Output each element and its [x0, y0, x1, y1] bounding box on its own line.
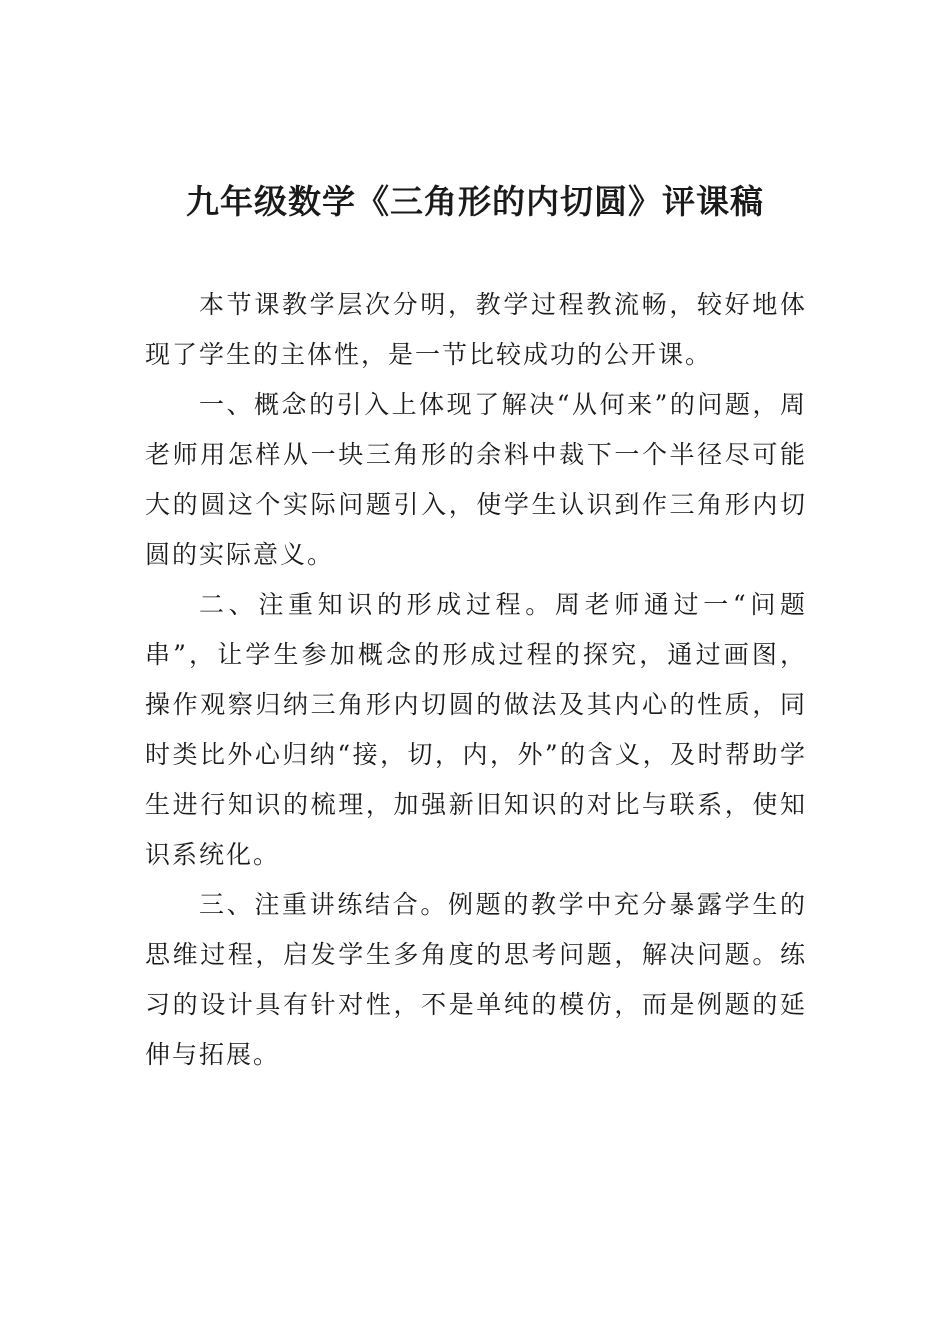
paragraph-point-3: 三、注重讲练结合。例题的教学中充分暴露学生的思维过程，启发学生多角度的思考问题，解决问题。练习的设计具有针对性，不是单纯的模仿，而是例题的延伸与拓展。 [145, 890, 807, 1069]
document-title: 九年级数学《三角形的内切圆》评课稿 [186, 182, 764, 221]
paragraph-point-1: 一、概念的引入上体现了解决“从何来”的问题，周老师用怎样从一块三角形的余料中裁下一个半径尽可能大的圆这个实际问题引入，使学生认识到作三角形内切圆的实际意义。 [145, 390, 807, 569]
paragraph-point-2: 二、注重知识的形成过程。周老师通过一“问题串”，让学生参加概念的形成过程的探究，通过画图，操作观察归纳三角形内切圆的做法及其内心的性质，同时类比外心归纳“接，切，内，外”的含义，及时帮助学生进行知识的梳理，加强新旧知识的对比与联系，使知识系统化。 [145, 590, 807, 869]
paragraph-intro: 本节课教学层次分明，教学过程教流畅，较好地体现了学生的主体性，是一节比较成功的公开课。 [145, 290, 807, 369]
document-body [145, 280, 807, 1080]
